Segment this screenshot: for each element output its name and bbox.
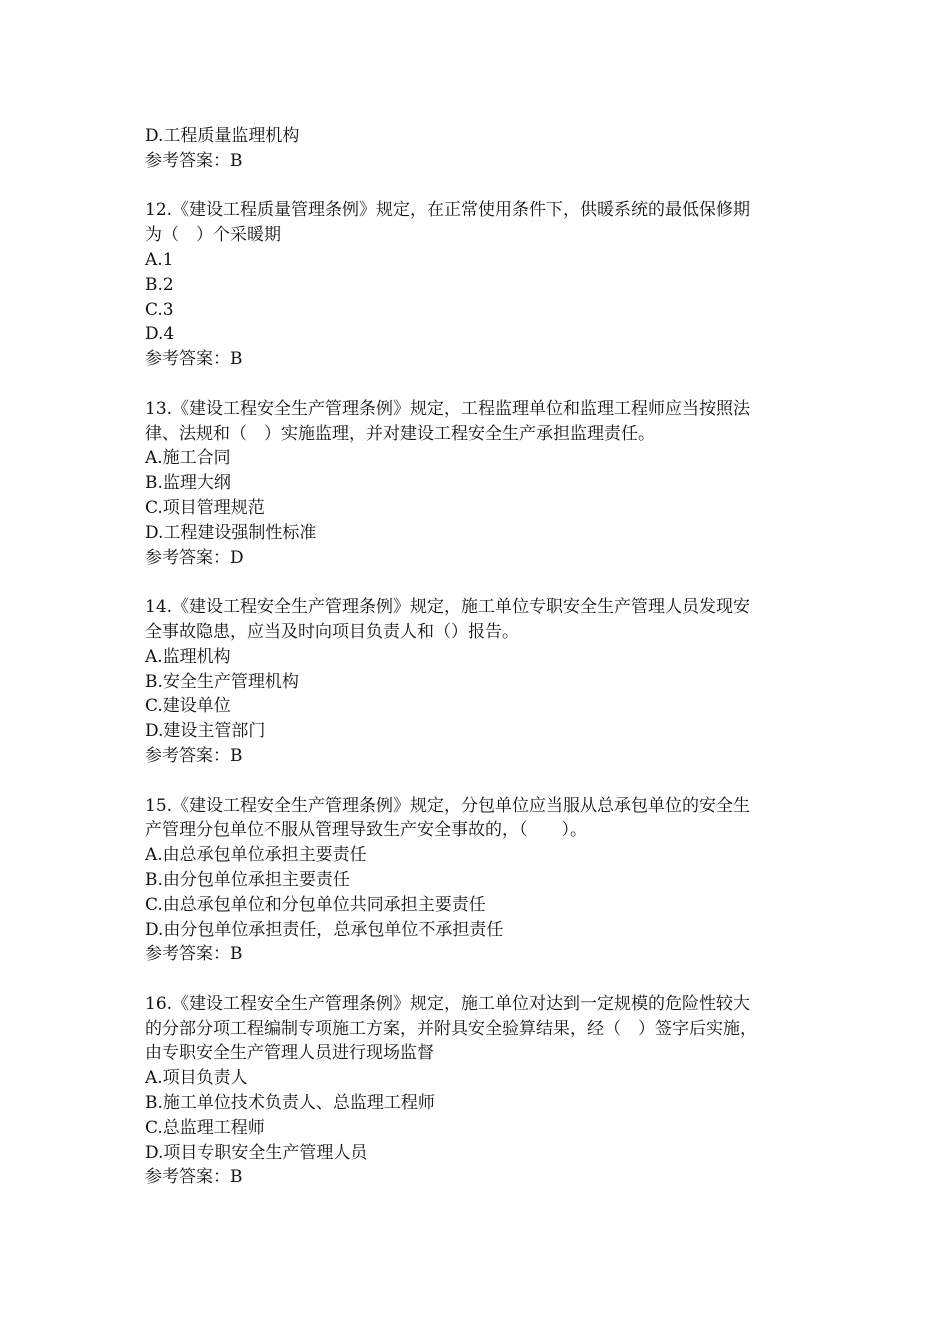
question-14: [145, 595, 825, 769]
spacer: [145, 174, 825, 199]
option-b: B.安全生产管理机构: [145, 671, 299, 692]
question-stem: [145, 198, 825, 248]
option-a: A.施工合同: [145, 448, 231, 469]
leading-fragment: [145, 124, 825, 174]
question-stem: [145, 595, 825, 645]
question-13: [145, 397, 825, 571]
option-b: B.施工单位技术负责人、总监理工程师: [145, 1093, 435, 1114]
question-stem: [145, 794, 825, 844]
stem-line: 的分部分项工程编制专项施工方案，并附具安全验算结果，经（ ）签字后实施，: [145, 1018, 757, 1039]
option-line: D.工程质量监理机构: [145, 126, 300, 146]
option-b: B.由分包单位承担主要责任: [145, 869, 350, 890]
stem-line: 为（ ）个采暖期: [145, 225, 281, 246]
stem-line: 产管理分包单位不服从管理导致生产安全事故的，（ ）。: [145, 820, 587, 841]
stem-line: 14.《建设工程安全生产管理条例》规定，施工单位专职安全生产管理人员发现安: [145, 597, 751, 618]
option-c: C.由总承包单位和分包单位共同承担主要责任: [145, 894, 486, 915]
stem-line: 由专职安全生产管理人员进行现场监督: [145, 1043, 434, 1064]
option-d: D.建设主管部门: [145, 721, 266, 742]
option-b: B.监理大纲: [145, 473, 231, 494]
option-a: A.监理机构: [145, 646, 231, 667]
option-a: A.1: [145, 249, 174, 270]
answer-line: 参考答案：B: [145, 745, 243, 766]
answer-line: 参考答案：B: [145, 1167, 243, 1188]
question-12: [145, 198, 825, 372]
option-c: C.项目管理规范: [145, 497, 265, 518]
option-d: D.4: [145, 324, 175, 345]
stem-line: 全事故隐患，应当及时向项目负责人和（）报告。: [145, 621, 519, 642]
option-c: C.建设单位: [145, 696, 231, 717]
question-16: [145, 992, 825, 1190]
option-d: D.由分包单位承担责任，总承包单位不承担责任: [145, 919, 504, 940]
option-c: C.总监理工程师: [145, 1117, 265, 1138]
stem-line: 15.《建设工程安全生产管理条例》规定，分包单位应当服从总承包单位的安全生: [145, 795, 751, 816]
answer-line: 参考答案：D: [145, 547, 244, 568]
spacer: [145, 372, 825, 397]
option-c: C.3: [145, 299, 174, 320]
option-d: D.项目专职安全生产管理人员: [145, 1142, 368, 1163]
question-stem: [145, 397, 825, 447]
stem-line: 12.《建设工程质量管理条例》规定，在正常使用条件下，供暖系统的最低保修期: [145, 200, 751, 221]
stem-line: 16.《建设工程安全生产管理条例》规定，施工单位对达到一定规模的危险性较大: [145, 993, 751, 1014]
option-a: A.由总承包单位承担主要责任: [145, 845, 367, 866]
answer-line: 参考答案：B: [145, 150, 243, 171]
document-page: [145, 124, 825, 1190]
option-a: A.项目负责人: [145, 1068, 248, 1089]
stem-line: 律、法规和（ ）实施监理，并对建设工程安全生产承担监理责任。: [145, 423, 655, 444]
option-b: B.2: [145, 274, 174, 295]
answer-line: 参考答案：B: [145, 349, 243, 370]
stem-line: 13.《建设工程安全生产管理条例》规定，工程监理单位和监理工程师应当按照法: [145, 398, 751, 419]
spacer: [145, 769, 825, 794]
spacer: [145, 967, 825, 992]
question-15: [145, 794, 825, 968]
spacer: [145, 570, 825, 595]
option-d: D.工程建设强制性标准: [145, 522, 317, 543]
question-stem: [145, 992, 825, 1066]
answer-line: 参考答案：B: [145, 944, 243, 965]
